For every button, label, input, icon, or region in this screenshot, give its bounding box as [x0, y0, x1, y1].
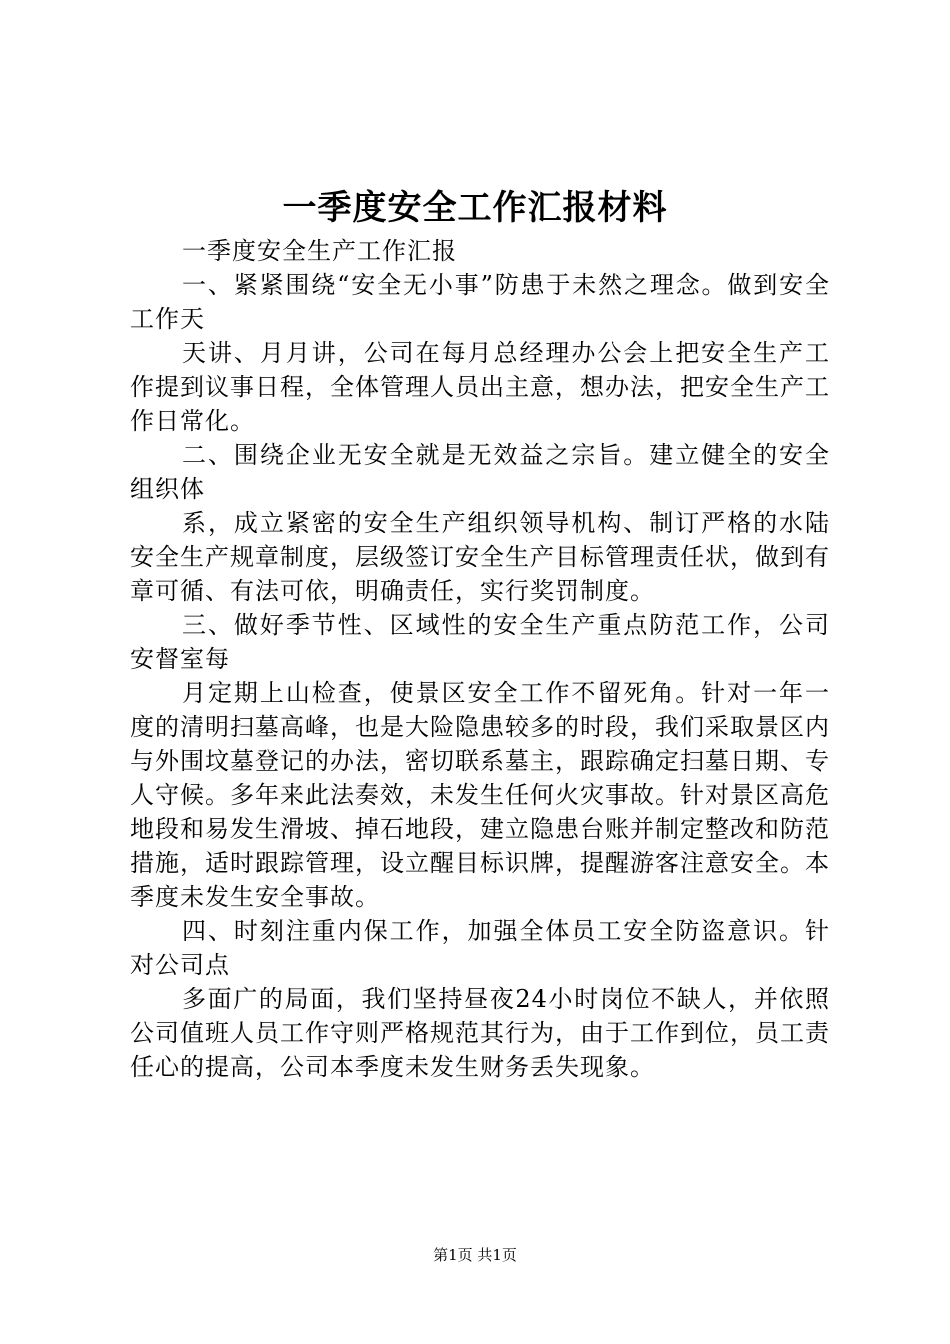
paragraph: 天讲、月月讲，公司在每月总经理办公会上把安全生产工作提到议事日程，全体管理人员出主意，想办法，把安全生产工作日常化。 [130, 339, 830, 435]
paragraph: 四、时刻注重内保工作，加强全体员工安全防盗意识。针对公司点 [130, 917, 830, 979]
document-body [130, 234, 830, 1084]
document-title: 一季度安全工作汇报材料 [282, 188, 668, 228]
paragraph: 三、做好季节性、区域性的安全生产重点防范工作，公司安督室每 [130, 611, 830, 673]
page-footer: 第1页 共1页 [433, 1246, 517, 1264]
paragraph: 系，成立紧密的安全生产组织领导机构、制订严格的水陆安全生产规章制度，层级签订安全生产目标管理责任状，做到有章可循、有法可依，明确责任，实行奖罚制度。 [130, 509, 830, 605]
paragraph: 二、围绕企业无安全就是无效益之宗旨。建立健全的安全组织体 [130, 441, 830, 503]
paragraph: 一季度安全生产工作汇报 [182, 237, 457, 265]
paragraph: 一、紧紧围绕“安全无小事”防患于未然之理念。做到安全工作天 [130, 271, 830, 333]
paragraph: 多面广的局面，我们坚持昼夜24小时岗位不缺人，并依照公司值班人员工作守则严格规范其行为，由于工作到位，员工责任心的提高，公司本季度未发生财务丢失现象。 [130, 985, 830, 1081]
paragraph: 月定期上山检查，使景区安全工作不留死角。针对一年一度的清明扫墓高峰，也是大险隐患较多的时段，我们采取景区内与外围坟墓登记的办法，密切联系墓主，跟踪确定扫墓日期、专人守候。多年来此法奏效，未发生任何火灾事故。针对景区高危地段和易发生滑坡、掉石地段，建立隐患台账并制定整改和防范措施，适时跟踪管理，设立醒目标识牌，提醒游客注意安全。本季度未发生安全事故。 [130, 679, 830, 911]
